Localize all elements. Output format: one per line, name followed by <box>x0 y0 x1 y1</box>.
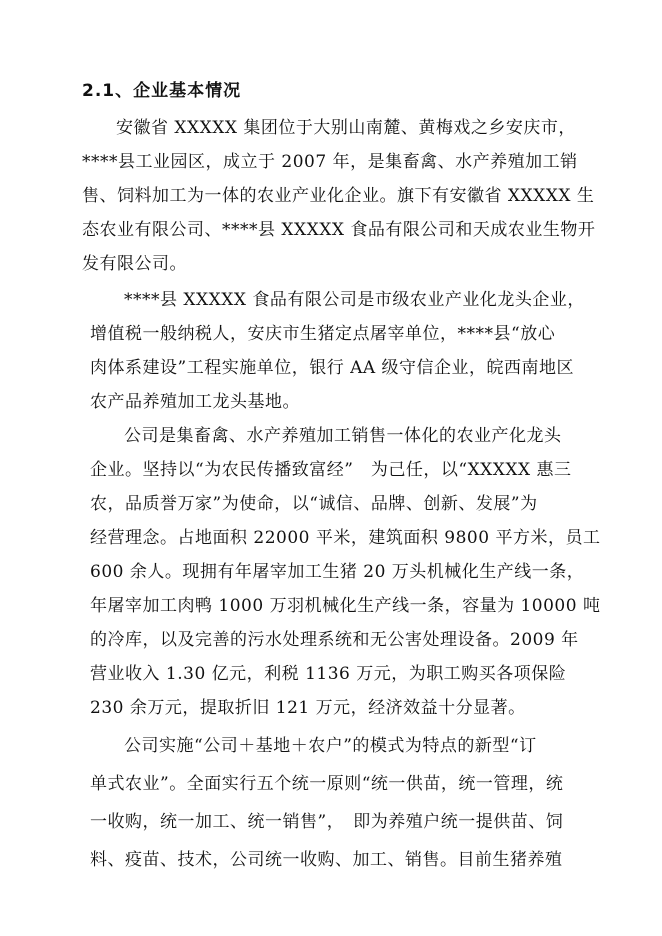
paragraph-2-line-4: 农产品养殖加工龙头基地。 <box>90 392 300 412</box>
paragraph-3-line-3: 农，品质誉万家”为使命，以“诚信、品牌、创新、发展”为 <box>90 494 538 514</box>
paragraph-3-line-4: 经营理念。占地面积 22000 平米，建筑面积 9800 平方米，员工 <box>90 528 601 548</box>
paragraph-4-line-3: 一收购，统一加工、统一销售”， 即为养殖户统一提供苗、饲 <box>90 812 564 832</box>
paragraph-3-line-5: 600 余人。现拥有年屠宰加工生猪 20 万头机械化生产线一条， <box>90 562 585 582</box>
paragraph-3-line-1: 公司是集畜禽、水产养殖加工销售一体化的农业产化龙头 <box>124 426 562 446</box>
paragraph-4-line-4: 料、疫苗、技术，公司统一收购、加工、销售。目前生猪养殖 <box>90 850 563 870</box>
paragraph-4-line-1: 公司实施“公司＋基地＋农户”的模式为特点的新型“订 <box>124 736 537 756</box>
paragraph-2-line-3: 肉体系建设”工程实施单位，银行 AA 级守信企业，皖西南地区 <box>90 358 575 378</box>
paragraph-3-line-6: 年屠宰加工肉鸭 1000 万羽机械化生产线一条，容量为 10000 吨 <box>90 596 601 616</box>
paragraph-1-line-4: 态农业有限公司、****县 XXXXX 食品有限公司和天成农业生物开 <box>82 220 596 240</box>
paragraph-2-line-1: ****县 XXXXX 食品有限公司是市级农业产业化龙头企业， <box>124 290 585 310</box>
section-heading: 2.1、企业基本情况 <box>82 81 242 101</box>
paragraph-3-line-7: 的冷库，以及完善的污水处理系统和无公害处理设备。2009 年 <box>90 630 579 650</box>
paragraph-3-line-2: 企业。坚持以“为农民传播致富经” 为己任，以“XXXXX 惠三 <box>90 460 572 480</box>
paragraph-1-line-2: ****县工业园区，成立于 2007 年，是集畜禽、水产养殖加工销 <box>82 152 578 172</box>
paragraph-1-line-1: 安徽省 XXXXX 集团位于大别山南麓、黄梅戏之乡安庆市， <box>116 118 576 138</box>
paragraph-1-line-5: 发有限公司。 <box>82 254 187 274</box>
paragraph-3-line-8: 营业收入 1.30 亿元，利税 1136 万元，为职工购买各项保险 <box>90 664 567 684</box>
paragraph-2-line-2: 增值税一般纳税人，安庆市生猪定点屠宰单位，****县“放心 <box>90 324 556 344</box>
paragraph-1-line-3: 售、饲料加工为一体的农业产业化企业。旗下有安徽省 XXXXX 生 <box>82 186 595 206</box>
paragraph-4-line-2: 单式农业”。全面实行五个统一原则“统一供苗，统一管理，统 <box>90 774 564 794</box>
paragraph-3-line-9: 230 余万元，提取折旧 121 万元，经济效益十分显著。 <box>90 698 526 718</box>
